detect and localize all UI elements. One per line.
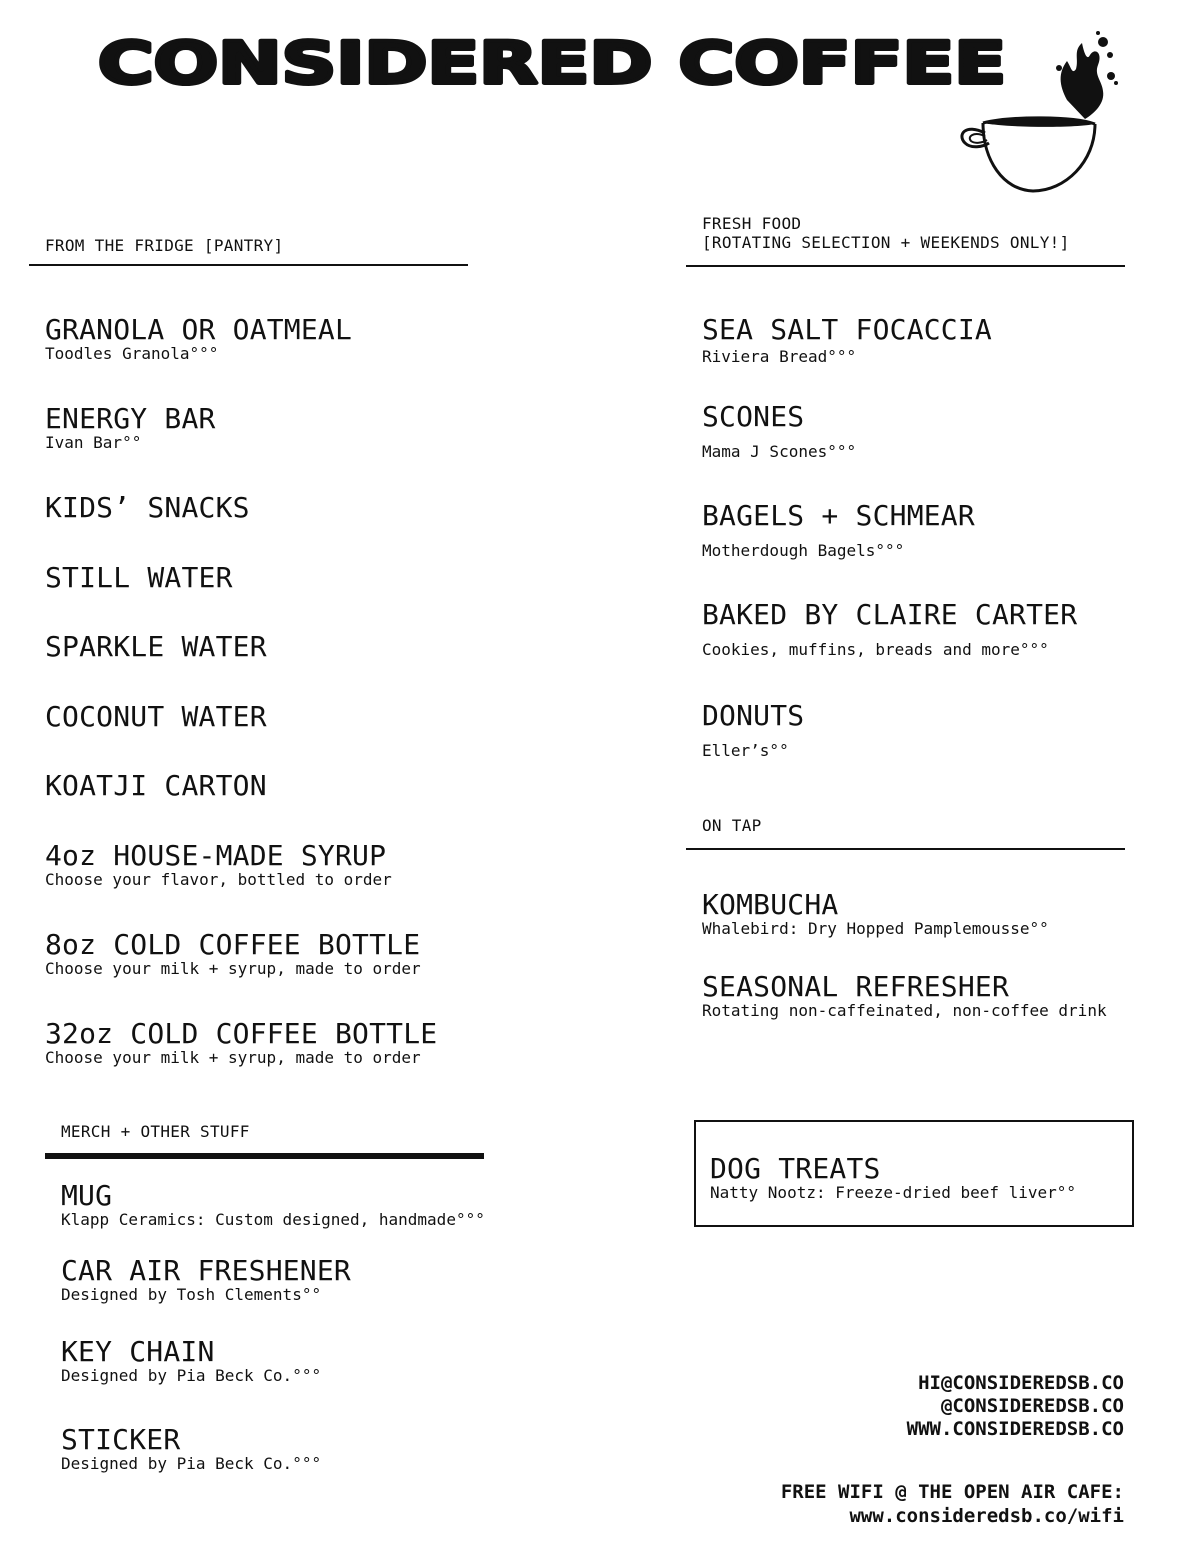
title-text: CONSIDERED COFFEE [98, 29, 1006, 97]
wifi-url: www.consideredsb.co/wifi [849, 1505, 1124, 1527]
list-item: KOMBUCHA Whalebird: Dry Hopped Pamplemousse°° [702, 888, 1049, 938]
list-item: DONUTS Eller’s°° [702, 699, 805, 760]
fridge-section-heading: FROM THE FRIDGE [PANTRY] [45, 236, 284, 255]
fresh-food-section-heading: FRESH FOOD [ROTATING SELECTION + WEEKENDS ONLY!] [702, 214, 1070, 252]
list-item: SEA SALT FOCACCIA Riviera Bread°°° [702, 313, 992, 366]
list-item: KEY CHAIN Designed by Pia Beck Co.°°° [61, 1335, 322, 1385]
fresh-food-divider [686, 265, 1125, 267]
list-item: 4oz HOUSE-MADE SYRUP Choose your flavor, bottled to order [45, 839, 392, 889]
list-item: CAR AIR FRESHENER Designed by Tosh Clements°° [61, 1254, 351, 1304]
list-item: GRANOLA OR OATMEAL Toodles Granola°°° [45, 313, 353, 363]
contact-block [907, 1372, 1124, 1441]
list-item: KOATJI CARTON [45, 769, 267, 802]
merch-section-heading: MERCH + OTHER STUFF [61, 1122, 250, 1141]
list-item: SPARKLE WATER [45, 630, 267, 663]
coffee-cup-icon [955, 25, 1125, 195]
list-item: SCONES Mama J Scones°°° [702, 400, 857, 461]
merch-divider [45, 1153, 484, 1159]
wifi-block [781, 1480, 1124, 1528]
wifi-heading: FREE WIFI @ THE OPEN AIR CAFE: [780, 1481, 1124, 1503]
list-item: STILL WATER [45, 561, 233, 594]
contact-handle: @CONSIDEREDSB.CO [940, 1395, 1124, 1417]
dog-treats-box [694, 1120, 1134, 1227]
on-tap-divider [686, 848, 1125, 850]
list-item: KIDS’ SNACKS [45, 491, 250, 524]
contact-email: HI@CONSIDEREDSB.CO [918, 1372, 1124, 1394]
list-item: BAKED BY CLAIRE CARTER Cookies, muffins, breads and more°°° [702, 598, 1078, 659]
list-item: 32oz COLD COFFEE BOTTLE Choose your milk + syrup, made to order [45, 1017, 438, 1067]
list-item: BAGELS + SCHMEAR Motherdough Bagels°°° [702, 499, 975, 560]
list-item: COCONUT WATER [45, 700, 267, 733]
list-item: SEASONAL REFRESHER Rotating non-caffeinated, non-coffee drink [702, 970, 1107, 1020]
list-item: 8oz COLD COFFEE BOTTLE Choose your milk + syrup, made to order [45, 928, 421, 978]
fridge-divider [29, 264, 468, 266]
on-tap-section-heading: ON TAP [702, 816, 762, 835]
contact-website: WWW.CONSIDEREDSB.CO [906, 1418, 1124, 1440]
list-item: ENERGY BAR Ivan Bar°° [45, 402, 216, 452]
list-item: STICKER Designed by Pia Beck Co.°°° [61, 1423, 322, 1473]
page-title [98, 28, 1018, 108]
list-item: DOG TREATS Natty Nootz: Freeze-dried beef liver°° [710, 1152, 1077, 1202]
list-item: MUG Klapp Ceramics: Custom designed, handmade°°° [61, 1179, 485, 1229]
